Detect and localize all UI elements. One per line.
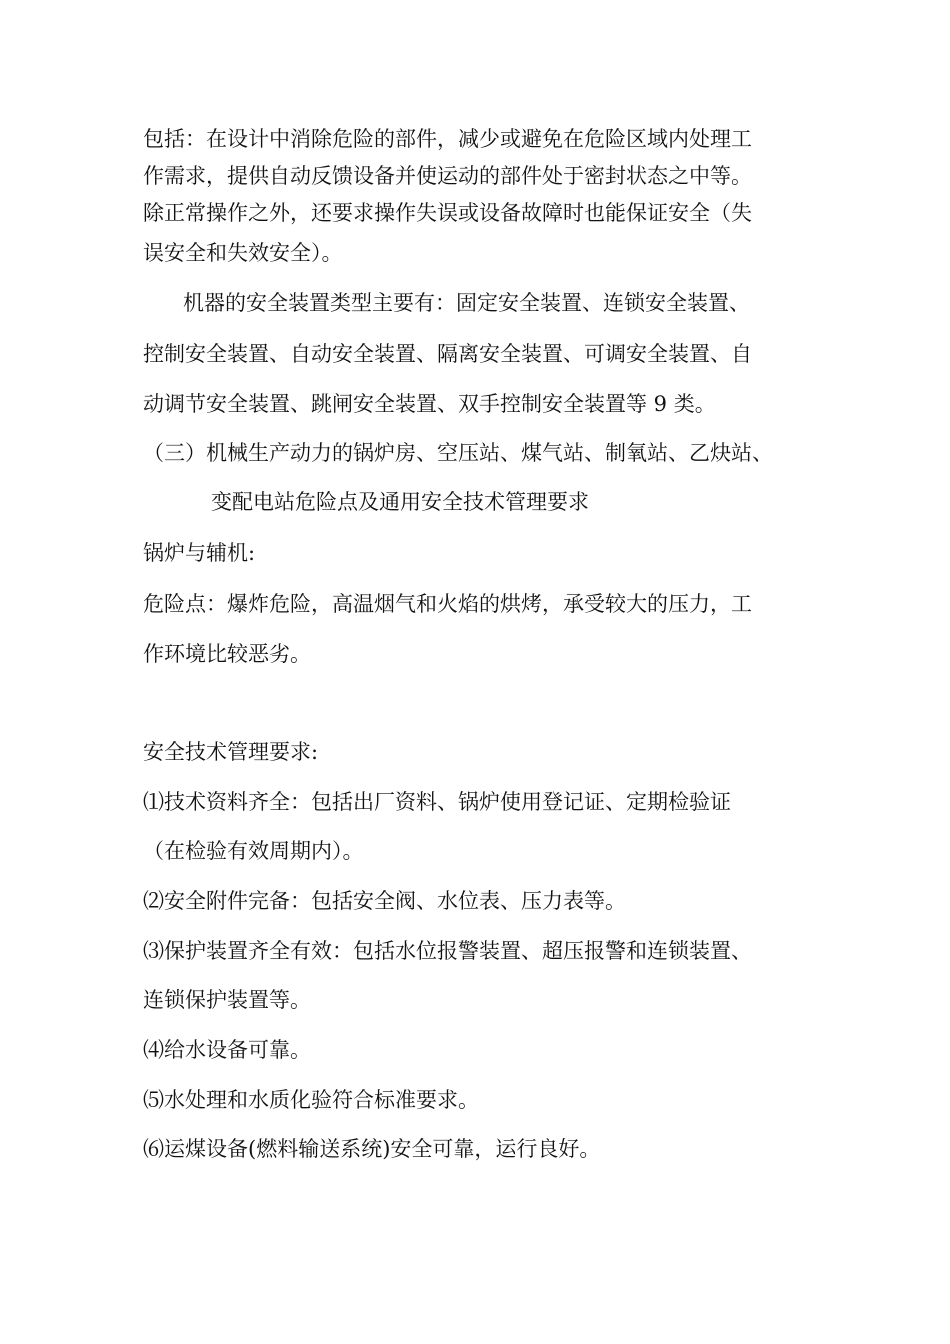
- paragraph-line: 动调节安全装置、跳闸安全装置、双手控制安全装置等 9 类。: [143, 392, 716, 416]
- requirement-item: 连锁保护装置等。: [143, 988, 311, 1012]
- paragraph-line: 包括：在设计中消除危险的部件，减少或避免在危险区域内处理工: [143, 127, 752, 151]
- section-heading-continued: 变配电站危险点及通用安全技术管理要求: [211, 490, 589, 514]
- requirement-item: （在检验有效周期内）。: [143, 839, 364, 863]
- paragraph-line: 作需求，提供自动反馈设备并使运动的部件处于密封状态之中等。: [143, 164, 752, 188]
- requirement-item: ⑵安全附件完备：包括安全阀、水位表、压力表等。: [143, 889, 626, 913]
- requirement-item: ⑷给水设备可靠。: [143, 1038, 311, 1062]
- requirements-title: 安全技术管理要求:: [143, 740, 319, 764]
- section-heading: （三）机械生产动力的锅炉房、空压站、煤气站、制氧站、乙炔站、: [143, 441, 773, 465]
- paragraph-line: 控制安全装置、自动安全装置、隔离安全装置、可调安全装置、自: [143, 342, 752, 366]
- paragraph-line: 除正常操作之外，还要求操作失误或设备故障时也能保证安全（失: [143, 201, 752, 225]
- boiler-title: 锅炉与辅机:: [143, 541, 256, 565]
- requirement-item: ⑸水处理和水质化验符合标准要求。: [143, 1088, 479, 1112]
- paragraph-line: 误安全和失效安全）。: [143, 241, 343, 265]
- danger-points-line: 作环境比较恶劣。: [143, 642, 311, 666]
- paragraph-line: 机器的安全装置类型主要有：固定安全装置、连锁安全装置、: [183, 291, 750, 315]
- requirement-item: ⑹运煤设备(燃料输送系统)安全可靠，运行良好。: [143, 1137, 601, 1161]
- requirement-item: ⑴技术资料齐全：包括出厂资料、锅炉使用登记证、定期检验证: [143, 790, 731, 814]
- danger-points-line: 危险点：爆炸危险，高温烟气和火焰的烘烤，承受较大的压力，工: [143, 592, 752, 616]
- requirement-item: ⑶保护装置齐全有效：包括水位报警装置、超压报警和连锁装置、: [143, 939, 752, 963]
